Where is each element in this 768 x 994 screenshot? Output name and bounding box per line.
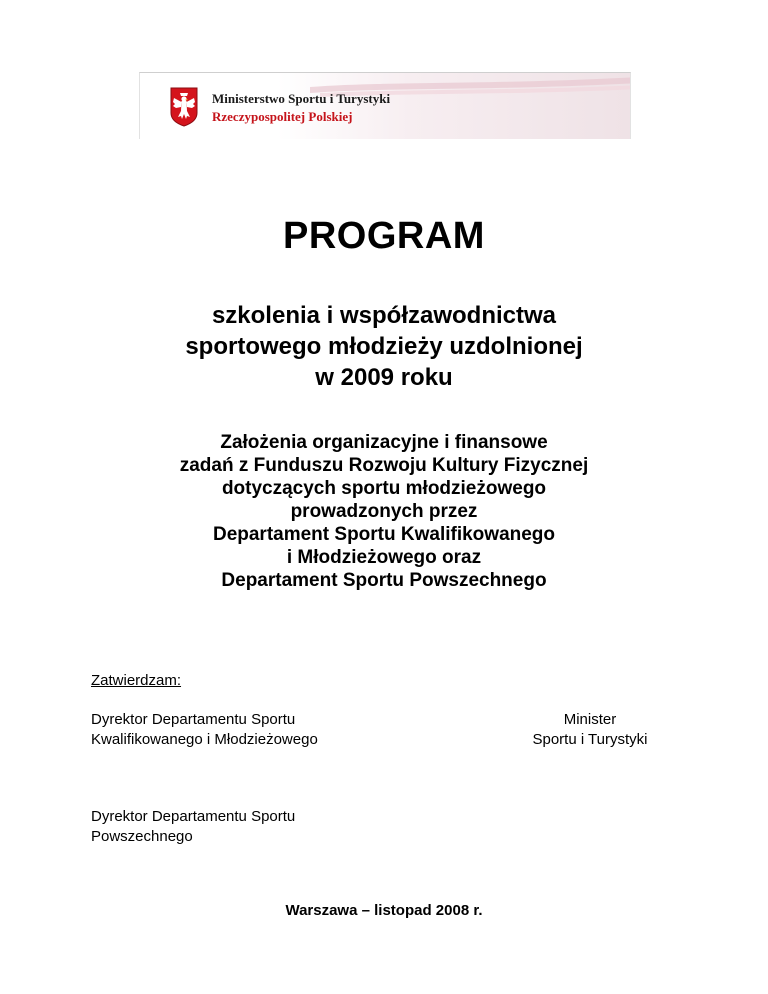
description-line: prowadzonych przez	[290, 501, 478, 522]
document-subtitle	[0, 300, 768, 393]
description-line: dotyczących sportu młodzieżowego	[221, 478, 547, 499]
signatory-line: Kwalifikowanego i Młodzieżowego	[91, 731, 318, 748]
subtitle-line: w 2009 roku	[315, 364, 453, 391]
signatory-director-qualified-sport	[91, 710, 318, 750]
signatory-director-general-sport	[91, 807, 295, 847]
description-line: zadań z Funduszu Rozwoju Kultury Fizycznej	[179, 455, 589, 476]
document-title: PROGRAM	[283, 215, 485, 257]
ministry-country: Rzeczypospolitej Polskiej	[212, 109, 353, 124]
signatory-line: Powszechnego	[91, 828, 193, 845]
document-description	[0, 431, 768, 592]
polish-eagle-emblem-icon	[170, 87, 198, 127]
signatory-line: Dyrektor Departamentu Sportu	[91, 711, 296, 728]
ministry-name: Ministerstwo Sportu i Turystyki	[212, 91, 391, 106]
approval-label: Zatwierdzam:	[91, 672, 182, 689]
signatory-line: Minister	[563, 711, 617, 728]
signatory-line: Sportu i Turystyki	[532, 731, 648, 748]
description-line: i Młodzieżowego oraz	[286, 547, 482, 568]
place-and-date: Warszawa – listopad 2008 r.	[285, 902, 483, 919]
signatory-minister	[500, 710, 680, 750]
description-line: Założenia organizacyjne i finansowe	[220, 432, 548, 453]
subtitle-line: szkolenia i współzawodnictwa	[211, 302, 557, 329]
description-line: Departament Sportu Kwalifikowanego	[212, 524, 556, 545]
signatory-line: Dyrektor Departamentu Sportu	[91, 808, 296, 825]
subtitle-line: sportowego młodzieży uzdolnionej	[185, 333, 583, 360]
description-line: Departament Sportu Powszechnego	[221, 570, 547, 591]
